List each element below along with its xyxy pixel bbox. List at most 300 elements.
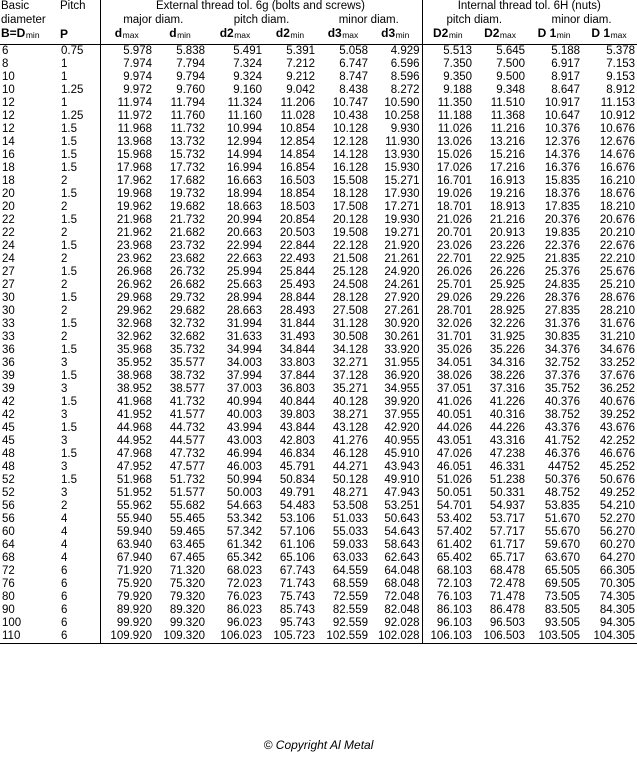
cell-basic-diameter: 30: [2, 291, 15, 304]
cell-d3-max: 40.128: [332, 395, 368, 408]
cell-d3-min: 17.271: [384, 200, 420, 213]
cell-d2-max: 25.663: [226, 278, 262, 291]
cell-d-max: 11.972: [100, 110, 154, 123]
cell-d-min: 99.320: [169, 616, 205, 629]
col-D2-min: D2min: [422, 27, 474, 44]
cell-D2-min: 11.188: [422, 110, 474, 123]
cell-d2-max: 22.663: [226, 252, 262, 265]
cell-D1-max: 37.676: [599, 369, 636, 382]
cell-D1-min: 48.752: [544, 486, 581, 499]
table-row: [0, 409, 637, 422]
cell-d-max: 29.962: [100, 305, 154, 318]
cell-d3-min: 24.920: [384, 265, 420, 278]
cell-d2-max: 68.023: [226, 564, 262, 577]
cell-d3-max: 34.128: [332, 343, 368, 356]
cell-D1-max: 54.210: [599, 499, 636, 512]
cell-d-min: 23.732: [169, 239, 205, 252]
cell-d-max: 41.952: [100, 409, 154, 422]
cell-d-max: 38.968: [100, 370, 154, 383]
cell-d2-max: 43.003: [226, 434, 262, 447]
cell-D2-min: 53.402: [422, 513, 474, 526]
cell-d2-max: 53.342: [226, 512, 262, 525]
cell-d2-min: 67.743: [279, 564, 315, 577]
cell-D2-min: 18.701: [422, 201, 474, 214]
cell-d3-max: 55.033: [332, 525, 368, 538]
cell-d2-min: 31.844: [279, 317, 315, 330]
cell-D2-max: 31.925: [489, 330, 526, 343]
cell-d3-max: 19.508: [332, 226, 368, 239]
cell-d2-min: 20.854: [279, 213, 315, 226]
cell-d2-min: 9.042: [286, 83, 315, 96]
cell-basic-diameter: 72: [2, 564, 15, 577]
cell-pitch: 6: [61, 590, 68, 603]
table-row: [0, 331, 637, 344]
cell-pitch: 1.25: [61, 83, 84, 96]
cell-d3-max: 59.033: [332, 538, 368, 551]
table-row: [0, 344, 637, 357]
cell-d2-max: 57.342: [226, 525, 262, 538]
cell-pitch: 1.25: [61, 109, 84, 122]
table-row: [0, 539, 637, 552]
cell-pitch: 4: [61, 525, 68, 538]
table-row: [0, 201, 637, 214]
cell-D2-max: 25.925: [489, 278, 526, 291]
cell-d3-min: 19.930: [384, 213, 420, 226]
cell-d-max: 29.968: [100, 292, 154, 305]
cell-d3-min: 27.920: [384, 291, 420, 304]
cell-d3-min: 37.955: [384, 408, 420, 421]
cell-D1-max: 64.270: [599, 551, 636, 564]
cell-d-max: 11.974: [100, 97, 154, 110]
cell-d2-min: 28.493: [279, 304, 315, 317]
cell-d3-min: 82.048: [384, 603, 420, 616]
col-D1-max: D 1max: [582, 27, 637, 44]
cell-d3-min: 21.920: [384, 239, 420, 252]
cell-d3-min: 62.643: [384, 551, 420, 564]
cell-d-min: 59.465: [169, 525, 205, 538]
int-minor-diam-label: minor diam.: [551, 13, 612, 26]
cell-d2-min: 9.212: [286, 70, 315, 83]
cell-d2-min: 20.503: [279, 226, 315, 239]
cell-D2-min: 29.026: [422, 292, 474, 305]
cell-d2-min: 28.844: [279, 291, 315, 304]
cell-d3-max: 102.559: [317, 630, 370, 644]
cell-d3-min: 19.271: [384, 226, 420, 239]
cell-pitch: 2: [61, 330, 68, 343]
cell-d3-max: 30.508: [332, 330, 368, 343]
cell-d-min: 89.320: [169, 603, 205, 616]
cell-d3-min: 30.920: [384, 317, 420, 330]
cell-d2-max: 16.994: [226, 161, 262, 174]
cell-D2-max: 37.316: [489, 382, 526, 395]
cell-basic-diameter: 12: [2, 96, 15, 109]
cell-D2-min: 9.350: [422, 71, 474, 84]
pitch-label: Pitch: [60, 0, 86, 12]
cell-d2-max: 14.994: [226, 148, 262, 161]
cell-D2-max: 35.226: [489, 343, 526, 356]
cell-D1-min: 21.835: [544, 252, 581, 265]
cell-D2-min: 50.051: [422, 487, 474, 500]
cell-D2-max: 21.216: [489, 213, 526, 226]
cell-basic-diameter: 56: [2, 499, 15, 512]
cell-D1-max: 28.676: [599, 291, 636, 304]
cell-d-min: 29.732: [169, 291, 205, 304]
cell-d-min: 44.577: [169, 434, 205, 447]
table-row: [0, 617, 637, 630]
cell-pitch: 1.5: [61, 135, 77, 148]
cell-pitch: 1: [61, 96, 68, 109]
cell-D2-min: 16.701: [422, 175, 474, 188]
cell-d-min: 29.682: [169, 304, 205, 317]
cell-d2-min: 85.743: [279, 603, 315, 616]
cell-basic-diameter: 16: [2, 148, 15, 161]
cell-D1-min: 10.647: [544, 109, 581, 122]
cell-d2-min: 105.723: [264, 630, 317, 644]
cell-d-min: 9.760: [176, 83, 205, 96]
int-pitch-diam-label: pitch diam.: [422, 14, 527, 28]
cell-pitch: 1.5: [61, 395, 77, 408]
cell-d2-min: 16.854: [279, 161, 315, 174]
cell-d-max: 15.968: [100, 149, 154, 162]
cell-d2-max: 22.994: [226, 239, 262, 252]
cell-D1-max: 50.676: [599, 473, 636, 486]
cell-basic-diameter: 100: [2, 616, 22, 629]
cell-D1-max: 49.252: [599, 486, 636, 499]
cell-D1-max: 22.676: [599, 239, 636, 252]
cell-D1-max: 52.270: [599, 512, 636, 525]
cell-d-min: 51.732: [169, 473, 205, 486]
cell-D1-max: 104.305: [582, 630, 637, 644]
cell-basic-diameter: 33: [2, 317, 15, 330]
cell-d-min: 55.465: [169, 512, 205, 525]
cell-D2-min: 44.026: [422, 422, 474, 435]
table-row: [0, 565, 637, 578]
table-row: [0, 630, 637, 644]
cell-D1-max: 94.305: [599, 616, 636, 629]
cell-d2-max: 31.994: [226, 317, 262, 330]
cell-D2-min: 21.026: [422, 214, 474, 227]
cell-D1-min: 30.835: [544, 330, 581, 343]
cell-D2-min: 54.701: [422, 500, 474, 513]
table-row: [0, 110, 637, 123]
cell-pitch: 6: [59, 630, 100, 644]
cell-D2-min: 13.026: [422, 136, 474, 149]
cell-D1-max: 34.676: [599, 343, 636, 356]
table-row: [0, 227, 637, 240]
cell-D1-max: 31.676: [599, 317, 636, 330]
cell-d-min: 44.732: [169, 421, 205, 434]
cell-pitch: 2: [61, 174, 68, 187]
table-row: [0, 591, 637, 604]
cell-d2-min: 46.834: [279, 447, 315, 460]
cell-D2-min: 68.103: [422, 565, 474, 578]
cell-D1-max: 8.912: [606, 83, 636, 96]
table-row: [0, 58, 637, 71]
cell-D1-min: 34.376: [544, 343, 581, 356]
cell-D2-min: 96.103: [422, 617, 474, 630]
table-row: [0, 279, 637, 292]
cell-pitch: 6: [61, 616, 68, 629]
cell-basic-diameter: 24: [2, 252, 15, 265]
cell-D1-max: 39.252: [599, 408, 636, 421]
cell-d3-min: 10.258: [384, 109, 420, 122]
cell-D1-min: 63.670: [544, 551, 581, 564]
col-d2-max: d2max: [207, 27, 264, 44]
cell-D1-min: 14.376: [544, 148, 581, 161]
cell-basic-diameter: 10: [2, 70, 15, 83]
cell-D2-max: 9.500: [496, 70, 526, 83]
basic-diameter-symbol: B=Dmin: [0, 27, 59, 44]
cell-D2-max: 96.503: [489, 616, 526, 629]
cell-d3-min: 42.920: [384, 421, 420, 434]
cell-pitch: 1.5: [61, 317, 77, 330]
cell-basic-diameter: 22: [2, 213, 15, 226]
cell-D2-min: 22.701: [422, 253, 474, 266]
cell-D2-max: 20.913: [489, 226, 526, 239]
cell-D1-min: 25.376: [544, 265, 581, 278]
cell-d2-max: 28.994: [226, 291, 262, 304]
cell-D2-max: 22.925: [489, 252, 526, 265]
cell-D2-min: 106.103: [422, 630, 474, 644]
cell-d2-max: 16.663: [226, 174, 262, 187]
cell-d2-max: 72.023: [226, 577, 262, 590]
cell-D2-max: 106.503: [474, 630, 527, 644]
cell-d-min: 35.732: [169, 343, 205, 356]
cell-d3-max: 27.508: [332, 304, 368, 317]
cell-d2-max: 11.160: [227, 109, 262, 122]
cell-basic-diameter: 10: [2, 83, 15, 96]
cell-D1-min: 53.835: [544, 499, 581, 512]
cell-d3-max: 37.128: [332, 369, 368, 382]
cell-D2-min: 23.026: [422, 240, 474, 253]
cell-basic-diameter: 48: [2, 460, 15, 473]
cell-d2-max: 43.994: [226, 421, 262, 434]
table-row: [0, 253, 637, 266]
cell-D1-max: 10.912: [599, 109, 636, 122]
cell-D1-min: 31.376: [544, 317, 581, 330]
cell-pitch: 1.5: [61, 122, 77, 135]
cell-pitch: 2: [61, 226, 68, 239]
cell-d-max: 7.974: [100, 58, 154, 71]
cell-d3-max: 18.128: [332, 187, 368, 200]
table-row: [0, 357, 637, 370]
cell-D1-max: 70.305: [599, 577, 636, 590]
cell-d-max: 26.962: [100, 279, 154, 292]
cell-d3-max: 51.033: [332, 512, 368, 525]
cell-pitch: 1: [61, 70, 68, 83]
cell-d-max: 17.968: [100, 162, 154, 175]
cell-D2-min: 17.026: [422, 162, 474, 175]
cell-d3-min: 8.596: [390, 70, 420, 83]
cell-d-max: 17.962: [100, 175, 154, 188]
cell-d2-min: 14.854: [279, 148, 315, 161]
cell-D2-max: 23.226: [489, 239, 526, 252]
cell-d2-max: 76.023: [226, 590, 262, 603]
cell-d3-max: 82.559: [332, 603, 368, 616]
cell-D1-max: 16.210: [599, 174, 636, 187]
cell-basic-diameter: 14: [2, 135, 15, 148]
table-row: [0, 526, 637, 539]
cell-d-max: 41.968: [100, 396, 154, 409]
cell-basic-diameter: 52: [2, 486, 15, 499]
cell-d-max: 59.940: [100, 526, 154, 539]
cell-D2-min: 38.026: [422, 370, 474, 383]
table-row: [0, 396, 637, 409]
cell-d-max: 71.920: [100, 565, 154, 578]
cell-d2-max: 54.663: [226, 499, 262, 512]
internal-thread-title: Internal thread tol. 6H (nuts): [422, 0, 637, 14]
cell-D1-max: 33.252: [599, 356, 636, 369]
cell-D1-max: 18.676: [599, 187, 636, 200]
cell-pitch: 2: [61, 252, 68, 265]
cell-d3-max: 48.271: [332, 486, 368, 499]
cell-d3-min: 64.048: [384, 564, 420, 577]
cell-d3-min: 54.643: [384, 525, 420, 538]
cell-d2-min: 40.844: [279, 395, 315, 408]
cell-D2-max: 40.316: [489, 408, 526, 421]
cell-pitch: 1.5: [61, 421, 77, 434]
cell-d2-max: 34.994: [226, 343, 262, 356]
cell-d2-max: 31.633: [226, 330, 262, 343]
cell-d3-max: 32.271: [332, 356, 368, 369]
cell-D1-min: 27.835: [544, 304, 581, 317]
table-row: [0, 500, 637, 513]
cell-basic-diameter: 36: [2, 356, 15, 369]
cell-D1-min: 69.505: [544, 577, 581, 590]
cell-d-min: 79.320: [169, 590, 205, 603]
cell-D2-max: 18.913: [489, 200, 526, 213]
cell-D1-max: 7.153: [606, 57, 636, 70]
cell-d3-max: 17.508: [332, 200, 368, 213]
table-row: [0, 448, 637, 461]
cell-D2-max: 32.226: [489, 317, 526, 330]
cell-pitch: 1.5: [61, 161, 77, 174]
table-row: [0, 71, 637, 84]
cell-d2-max: 25.994: [226, 265, 262, 278]
basic-label-line2: diameter: [1, 13, 46, 26]
cell-D1-min: 19.835: [544, 226, 581, 239]
cell-pitch: 2: [61, 278, 68, 291]
cell-d3-max: 31.128: [332, 317, 368, 330]
cell-d2-min: 49.791: [279, 486, 315, 499]
cell-D2-max: 5.645: [496, 44, 526, 57]
table-row: [0, 474, 637, 487]
cell-D2-max: 65.717: [489, 551, 526, 564]
cell-d2-min: 37.844: [279, 369, 315, 382]
cell-basic-diameter: 33: [2, 330, 15, 343]
col-D1-min: D 1min: [527, 27, 582, 44]
cell-D1-min: 16.376: [544, 161, 581, 174]
cell-D2-min: 19.026: [422, 188, 474, 201]
cell-d2-min: 53.106: [279, 512, 315, 525]
cell-d2-min: 12.854: [279, 135, 315, 148]
table-row: [0, 175, 637, 188]
cell-D2-min: 51.026: [422, 474, 474, 487]
cell-D1-max: 18.210: [599, 200, 636, 213]
ext-minor-diam-label: minor diam.: [338, 13, 399, 26]
cell-d2-max: 11.324: [227, 96, 262, 109]
cell-D1-min: 10.376: [544, 122, 581, 135]
cell-D1-max: 40.676: [599, 395, 636, 408]
cell-d2-max: 46.003: [226, 460, 262, 473]
col-d-max: dmax: [100, 27, 154, 44]
cell-d2-min: 10.854: [279, 122, 315, 135]
cell-basic-diameter: 64: [2, 538, 15, 551]
cell-basic-diameter: 45: [2, 421, 15, 434]
cell-d2-max: 28.663: [226, 304, 262, 317]
cell-pitch: 1.5: [61, 265, 77, 278]
cell-d-min: 11.794: [170, 96, 205, 109]
col-D2-max: D2max: [474, 27, 527, 44]
cell-D2-min: 34.051: [422, 357, 474, 370]
cell-d-max: 75.920: [100, 578, 154, 591]
cell-D2-min: 37.051: [422, 383, 474, 396]
cell-d3-min: 31.955: [384, 356, 420, 369]
cell-D1-max: 20.210: [599, 226, 636, 239]
cell-d3-max: 38.271: [332, 408, 368, 421]
basic-label-line1: Basic: [1, 0, 30, 12]
table-row: [0, 435, 637, 448]
cell-d-max: 19.962: [100, 201, 154, 214]
cell-d-min: 19.682: [169, 200, 205, 213]
cell-d2-min: 18.854: [279, 187, 315, 200]
cell-D1-min: 51.670: [544, 512, 581, 525]
cell-d3-max: 22.128: [332, 239, 368, 252]
cell-pitch: 1.5: [61, 343, 77, 356]
cell-d2-min: 22.844: [279, 239, 315, 252]
cell-d-max: 21.962: [100, 227, 154, 240]
cell-d-max: 47.968: [100, 448, 154, 461]
cell-d3-max: 24.508: [332, 278, 368, 291]
cell-d-min: 47.577: [169, 460, 205, 473]
cell-d-max: 55.940: [100, 513, 154, 526]
cell-d3-max: 64.559: [332, 564, 368, 577]
cell-d2-max: 9.160: [233, 83, 262, 96]
cell-d-max: 89.920: [100, 604, 154, 617]
cell-d2-max: 18.994: [226, 187, 262, 200]
cell-D1-max: 74.305: [599, 590, 636, 603]
cell-D2-min: 76.103: [422, 591, 474, 604]
cell-D1-min: 18.376: [544, 187, 581, 200]
cell-d3-min: 11.930: [385, 135, 420, 148]
cell-basic-diameter: 48: [2, 447, 15, 460]
cell-D1-min: 73.505: [544, 590, 581, 603]
cell-d3-min: 58.643: [384, 538, 420, 551]
cell-d-min: 9.794: [176, 70, 205, 83]
table-row: [0, 214, 637, 227]
cell-d3-min: 92.028: [384, 616, 420, 629]
cell-d-min: 32.732: [169, 317, 205, 330]
cell-D1-min: 55.670: [544, 525, 581, 538]
cell-d3-min: 27.261: [384, 304, 420, 317]
cell-basic-diameter: 12: [2, 122, 15, 135]
cell-D1-max: 45.252: [599, 460, 636, 473]
cell-d-min: 51.577: [169, 486, 205, 499]
cell-D2-min: 20.701: [422, 227, 474, 240]
cell-d-min: 15.732: [169, 148, 205, 161]
cell-pitch: 3: [61, 408, 68, 421]
cell-pitch: 1: [61, 57, 68, 70]
cell-basic-diameter: 22: [2, 226, 15, 239]
cell-D2-max: 28.925: [489, 304, 526, 317]
cell-d2-min: 11.206: [280, 96, 315, 109]
cell-basic-diameter: 6: [2, 44, 9, 57]
cell-d2-max: 37.003: [226, 382, 262, 395]
cell-d-max: 11.968: [100, 123, 154, 136]
cell-D1-min: 20.376: [544, 213, 581, 226]
cell-d-max: 99.920: [100, 617, 154, 630]
cell-d3-max: 10.747: [332, 96, 368, 109]
